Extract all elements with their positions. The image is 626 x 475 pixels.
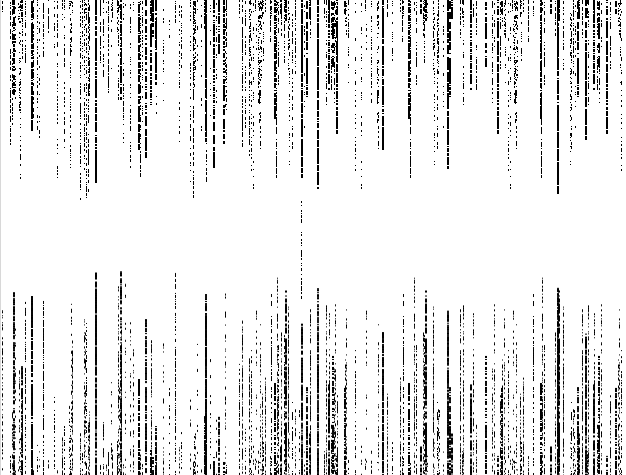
noise-streaks <box>2 0 622 475</box>
